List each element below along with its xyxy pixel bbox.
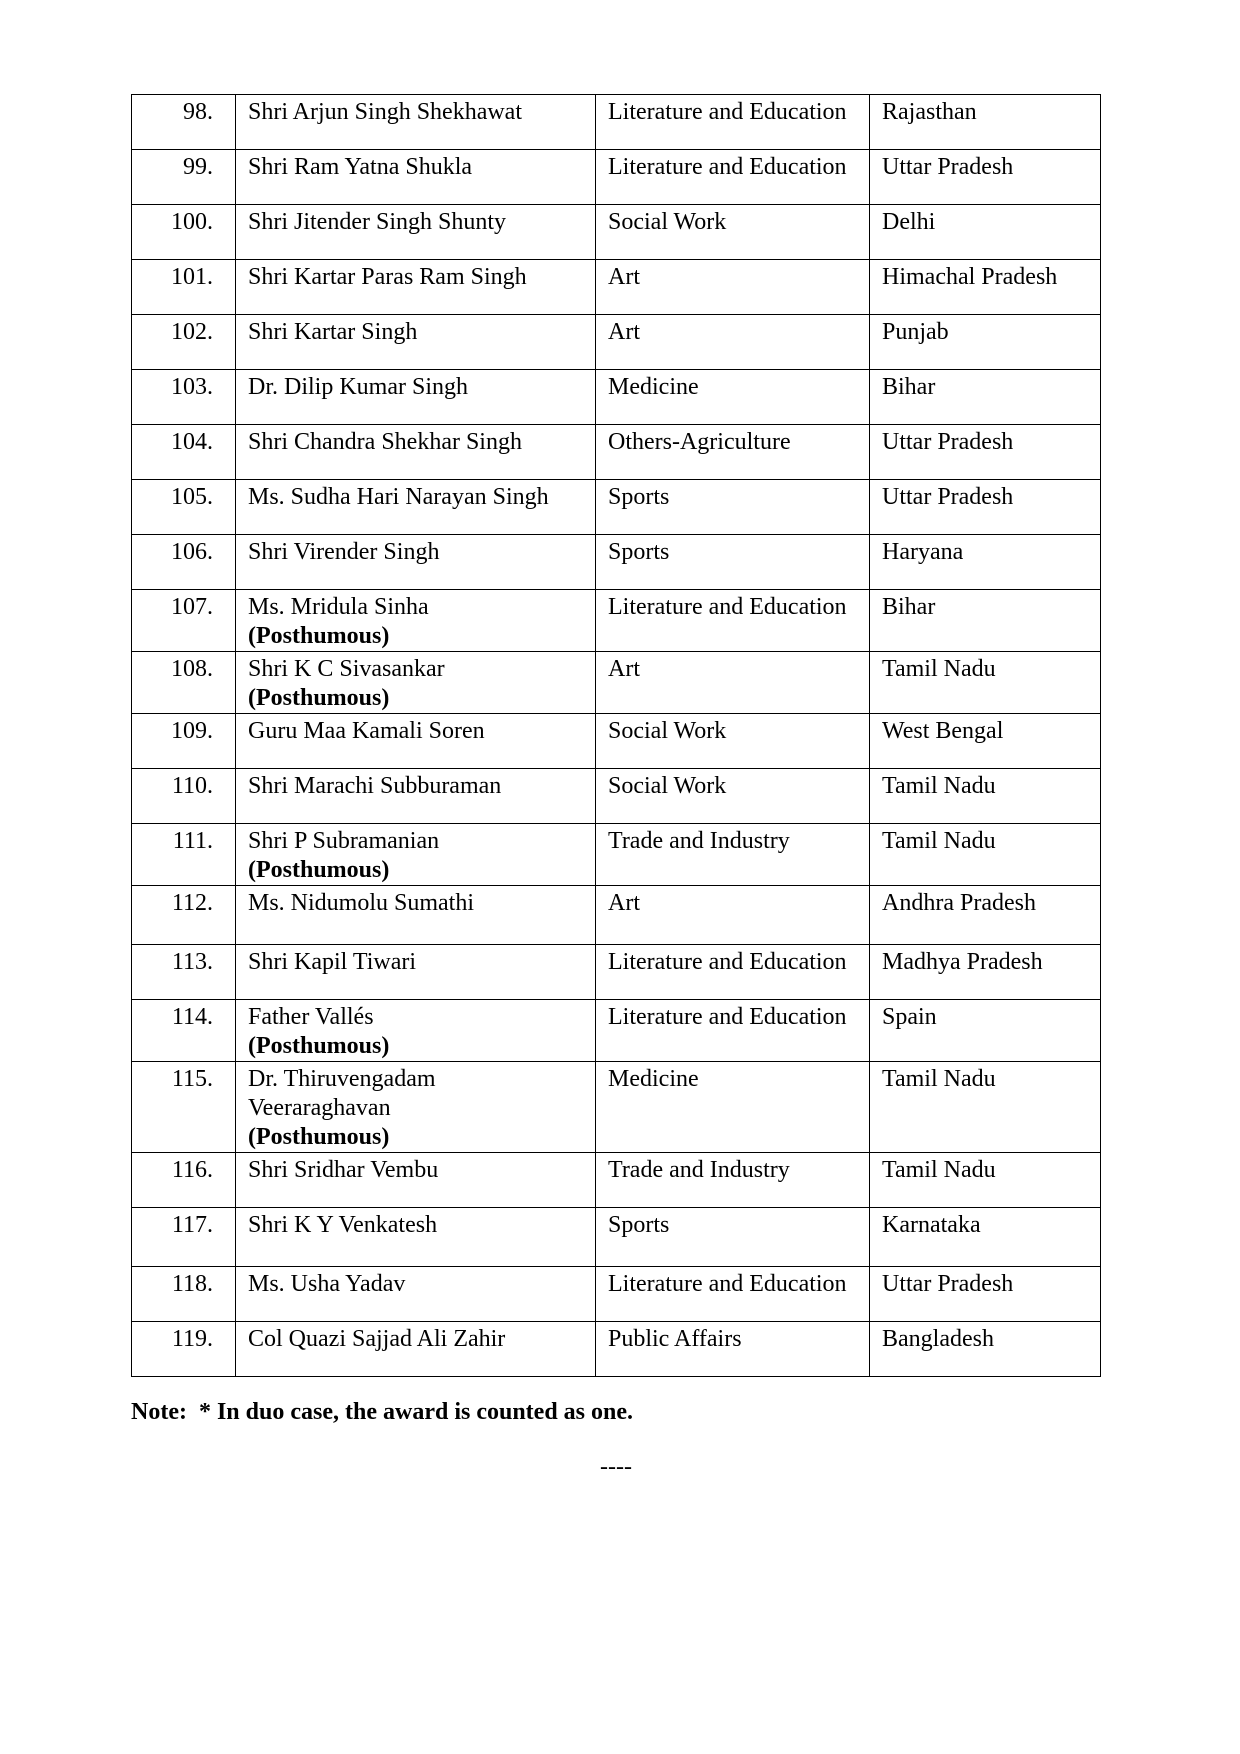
table-row (132, 205, 1101, 260)
table-row (132, 425, 1101, 480)
state-cell: Tamil Nadu (870, 769, 1101, 824)
field-cell: Art (596, 315, 870, 370)
state-cell: Karnataka (870, 1208, 1101, 1267)
table-row (132, 535, 1101, 590)
state-cell: Uttar Pradesh (870, 1267, 1101, 1322)
awardee-name-cell (236, 945, 596, 1000)
awardee-name-cell (236, 652, 596, 714)
serial-number-cell: 102. (132, 315, 236, 370)
table-row (132, 1208, 1101, 1267)
awardee-name: Shri Chandra Shekhar Singh (248, 429, 522, 455)
serial-number-cell: 113. (132, 945, 236, 1000)
awardee-name: Col Quazi Sajjad Ali Zahir (248, 1326, 506, 1352)
table-row (132, 886, 1101, 945)
field-cell: Art (596, 260, 870, 315)
posthumous-label: (Posthumous) (248, 685, 390, 711)
note: Note: * In duo case, the award is counted as one. (131, 1399, 634, 1425)
field-cell: Literature and Education (596, 945, 870, 1000)
awards-table (131, 94, 1101, 1377)
awardee-name: Shri P Subramanian (248, 828, 440, 854)
awardee-name: Shri Sridhar Vembu (248, 1157, 439, 1183)
state-cell: Haryana (870, 535, 1101, 590)
awardee-name-cell (236, 769, 596, 824)
awardee-name-cell (236, 714, 596, 769)
state-cell: Tamil Nadu (870, 652, 1101, 714)
table-row (132, 260, 1101, 315)
field-cell: Art (596, 652, 870, 714)
state-cell: Bangladesh (870, 1322, 1101, 1377)
awardee-name: Guru Maa Kamali Soren (248, 718, 485, 744)
awardee-name-cell (236, 1322, 596, 1377)
field-cell: Social Work (596, 205, 870, 260)
serial-number-cell: 108. (132, 652, 236, 714)
awardee-name-cell (236, 1062, 596, 1153)
state-cell: Uttar Pradesh (870, 425, 1101, 480)
field-cell: Trade and Industry (596, 1153, 870, 1208)
awardee-name: Ms. Sudha Hari Narayan Singh (248, 484, 549, 510)
serial-number-cell: 99. (132, 150, 236, 205)
awardee-name-cell (236, 205, 596, 260)
field-cell: Literature and Education (596, 590, 870, 652)
awardee-name: Father Vallés (248, 1004, 374, 1030)
field-cell: Literature and Education (596, 150, 870, 205)
state-cell: Bihar (870, 370, 1101, 425)
awardee-name: Shri Virender Singh (248, 539, 440, 565)
awards-table-body (132, 95, 1101, 1377)
awardee-name: Shri Kartar Singh (248, 319, 418, 345)
field-cell: Literature and Education (596, 1000, 870, 1062)
table-row (132, 714, 1101, 769)
serial-number-cell: 100. (132, 205, 236, 260)
state-cell: Andhra Pradesh (870, 886, 1101, 945)
state-cell: Spain (870, 1000, 1101, 1062)
field-cell: Sports (596, 1208, 870, 1267)
field-cell: Literature and Education (596, 1267, 870, 1322)
awardee-name: Shri Ram Yatna Shukla (248, 154, 473, 180)
serial-number-cell: 103. (132, 370, 236, 425)
awardee-name: Ms. Mridula Sinha (248, 594, 429, 620)
awardee-name-cell (236, 886, 596, 945)
awardee-name-cell (236, 535, 596, 590)
table-row (132, 824, 1101, 886)
table-row (132, 370, 1101, 425)
awardee-name: Shri Marachi Subburaman (248, 773, 502, 799)
field-cell: Art (596, 886, 870, 945)
awardee-name: Ms. Usha Yadav (248, 1271, 406, 1297)
table-row (132, 95, 1101, 150)
state-cell: Tamil Nadu (870, 1062, 1101, 1153)
serial-number-cell: 115. (132, 1062, 236, 1153)
field-cell: Trade and Industry (596, 824, 870, 886)
serial-number-cell: 110. (132, 769, 236, 824)
awardee-name: Shri Kartar Paras Ram Singh (248, 264, 527, 290)
state-cell: Bihar (870, 590, 1101, 652)
table-row (132, 769, 1101, 824)
state-cell: Madhya Pradesh (870, 945, 1101, 1000)
serial-number-cell: 117. (132, 1208, 236, 1267)
field-cell: Sports (596, 535, 870, 590)
state-cell: Rajasthan (870, 95, 1101, 150)
table-row (132, 1000, 1101, 1062)
state-cell: Uttar Pradesh (870, 480, 1101, 535)
table-row (132, 1322, 1101, 1377)
serial-number-cell: 114. (132, 1000, 236, 1062)
awardee-name: Shri K Y Venkatesh (248, 1212, 438, 1238)
table-row (132, 945, 1101, 1000)
serial-number-cell: 109. (132, 714, 236, 769)
posthumous-label: (Posthumous) (248, 857, 390, 883)
posthumous-label: (Posthumous) (248, 1033, 390, 1059)
state-cell: Tamil Nadu (870, 1153, 1101, 1208)
awardee-name: Shri Arjun Singh Shekhawat (248, 99, 522, 125)
state-cell: Tamil Nadu (870, 824, 1101, 886)
table-row (132, 150, 1101, 205)
table-row (132, 652, 1101, 714)
serial-number-cell: 116. (132, 1153, 236, 1208)
awardee-name-cell (236, 95, 596, 150)
table-row (132, 315, 1101, 370)
awardee-name-cell (236, 370, 596, 425)
awardee-name: Ms. Nidumolu Sumathi (248, 890, 475, 916)
field-cell: Others-Agriculture (596, 425, 870, 480)
serial-number-cell: 105. (132, 480, 236, 535)
field-cell: Social Work (596, 714, 870, 769)
awardee-name: Dr. Dilip Kumar Singh (248, 374, 468, 400)
table-row (132, 1062, 1101, 1153)
state-cell: Uttar Pradesh (870, 150, 1101, 205)
serial-number-cell: 107. (132, 590, 236, 652)
awardee-name-cell (236, 1000, 596, 1062)
awardee-name: Shri Kapil Tiwari (248, 949, 417, 975)
serial-number-cell: 104. (132, 425, 236, 480)
awardee-name-cell (236, 824, 596, 886)
awardee-name-cell (236, 480, 596, 535)
field-cell: Public Affairs (596, 1322, 870, 1377)
state-cell: Himachal Pradesh (870, 260, 1101, 315)
awardee-name: Shri K C Sivasankar (248, 656, 445, 682)
table-row (132, 480, 1101, 535)
table-row (132, 1267, 1101, 1322)
awardee-name: Shri Jitender Singh Shunty (248, 209, 507, 235)
state-cell: West Bengal (870, 714, 1101, 769)
awardee-name: Dr. Thiruvengadam Veeraraghavan (248, 1066, 436, 1121)
awardee-name-cell (236, 590, 596, 652)
serial-number-cell: 111. (132, 824, 236, 886)
serial-number-cell: 98. (132, 95, 236, 150)
field-cell: Medicine (596, 1062, 870, 1153)
awardee-name-cell (236, 1267, 596, 1322)
end-mark: ---- (600, 1454, 632, 1480)
state-cell: Delhi (870, 205, 1101, 260)
awardee-name-cell (236, 1208, 596, 1267)
table-row (132, 590, 1101, 652)
serial-number-cell: 101. (132, 260, 236, 315)
field-cell: Literature and Education (596, 95, 870, 150)
state-cell: Punjab (870, 315, 1101, 370)
awardee-name-cell (236, 260, 596, 315)
serial-number-cell: 106. (132, 535, 236, 590)
awardee-name-cell (236, 1153, 596, 1208)
table-row (132, 1153, 1101, 1208)
field-cell: Medicine (596, 370, 870, 425)
posthumous-label: (Posthumous) (248, 623, 390, 649)
field-cell: Social Work (596, 769, 870, 824)
serial-number-cell: 118. (132, 1267, 236, 1322)
serial-number-cell: 119. (132, 1322, 236, 1377)
awardee-name-cell (236, 315, 596, 370)
awardee-name-cell (236, 425, 596, 480)
posthumous-label: (Posthumous) (248, 1124, 390, 1150)
field-cell: Sports (596, 480, 870, 535)
serial-number-cell: 112. (132, 886, 236, 945)
awardee-name-cell (236, 150, 596, 205)
